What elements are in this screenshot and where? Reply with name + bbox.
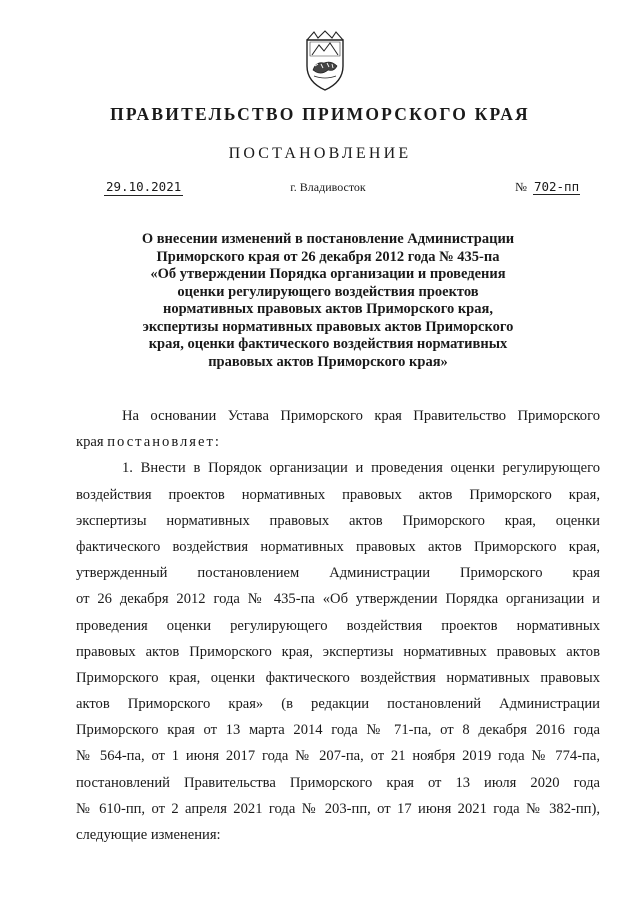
title-line: правовых актов Приморского края» <box>208 353 448 370</box>
body-line: правовых актов Приморского края, экспертизы нормативных правовых актов <box>76 643 600 660</box>
body-line: от 26 декабря 2012 года № 435-па «Об утверждении Порядка организации и <box>76 591 600 608</box>
title-line: нормативных правовых актов Приморского края, <box>163 301 493 317</box>
document-type: ПОСТАНОВЛЕНИЕ <box>228 145 412 162</box>
body-line: актов Приморского края» (в редакции постановлений Администрации <box>76 696 600 713</box>
title-line: О внесении изменений в постановление Администрации <box>141 231 515 247</box>
government-name: ПРАВИТЕЛЬСТВО ПРИМОРСКОГО КРАЯ <box>110 104 530 124</box>
title-line: края, оценки фактического воздействия нормативных <box>148 336 508 352</box>
body-line: фактического воздействия нормативных правовых актов Приморского края, <box>76 538 600 555</box>
body-line: проведения оценки регулирующего воздействия проектов нормативных <box>76 617 600 634</box>
number-sign: № <box>515 180 527 194</box>
body-line: № 564-па, от 1 июня 2017 года № 207-па, от 21 ноября 2019 года № 774-па, <box>76 748 600 765</box>
document-date: 29.10.2021 <box>106 179 182 194</box>
body-line: № 610-пп, от 2 апреля 2021 года № 203-пп, от 17 июня 2021 года № 382-пп), <box>76 800 600 817</box>
title-line: экспертизы нормативных правовых актов Приморского <box>142 318 514 335</box>
body-line <box>76 429 600 455</box>
document-number-block <box>515 179 580 195</box>
body-line: воздействия проектов нормативных правовых актов Приморского края, <box>76 486 600 503</box>
body-line: На основании Устава Приморского края Правительство Приморского <box>122 408 600 424</box>
title-line: Приморского края от 26 декабря 2012 года № 435-па <box>156 248 500 265</box>
intro-text: края <box>76 434 108 451</box>
body-line: постановлений Правительства Приморского края от 13 июля 2020 года <box>76 774 600 791</box>
body-line: следующие изменения: <box>76 827 221 843</box>
document-title <box>110 231 546 371</box>
body-line: Приморского края, оценки фактического воздействия нормативных правовых <box>76 669 600 686</box>
title-line: оценки регулирующего воздействия проектов <box>177 283 479 300</box>
body-line: Приморского края от 13 марта 2014 года № 71-па, от 8 декабря 2016 года <box>76 722 600 739</box>
document-number: 702-пп <box>533 179 580 194</box>
coat-of-arms-emblem <box>302 30 348 92</box>
body-line: утвержденный постановлением Администрации Приморского края <box>76 565 600 582</box>
document-city: г. Владивосток <box>290 180 366 194</box>
document-body <box>76 403 600 848</box>
body-line: экспертизы нормативных правовых актов Приморского края, оценки <box>76 512 600 529</box>
body-line: 1. Внести в Порядок организации и проведения оценки регулирующего <box>122 460 600 477</box>
resolves-word: постановляет: <box>107 434 221 451</box>
title-line: «Об утверждении Порядка организации и проведения <box>150 266 506 282</box>
